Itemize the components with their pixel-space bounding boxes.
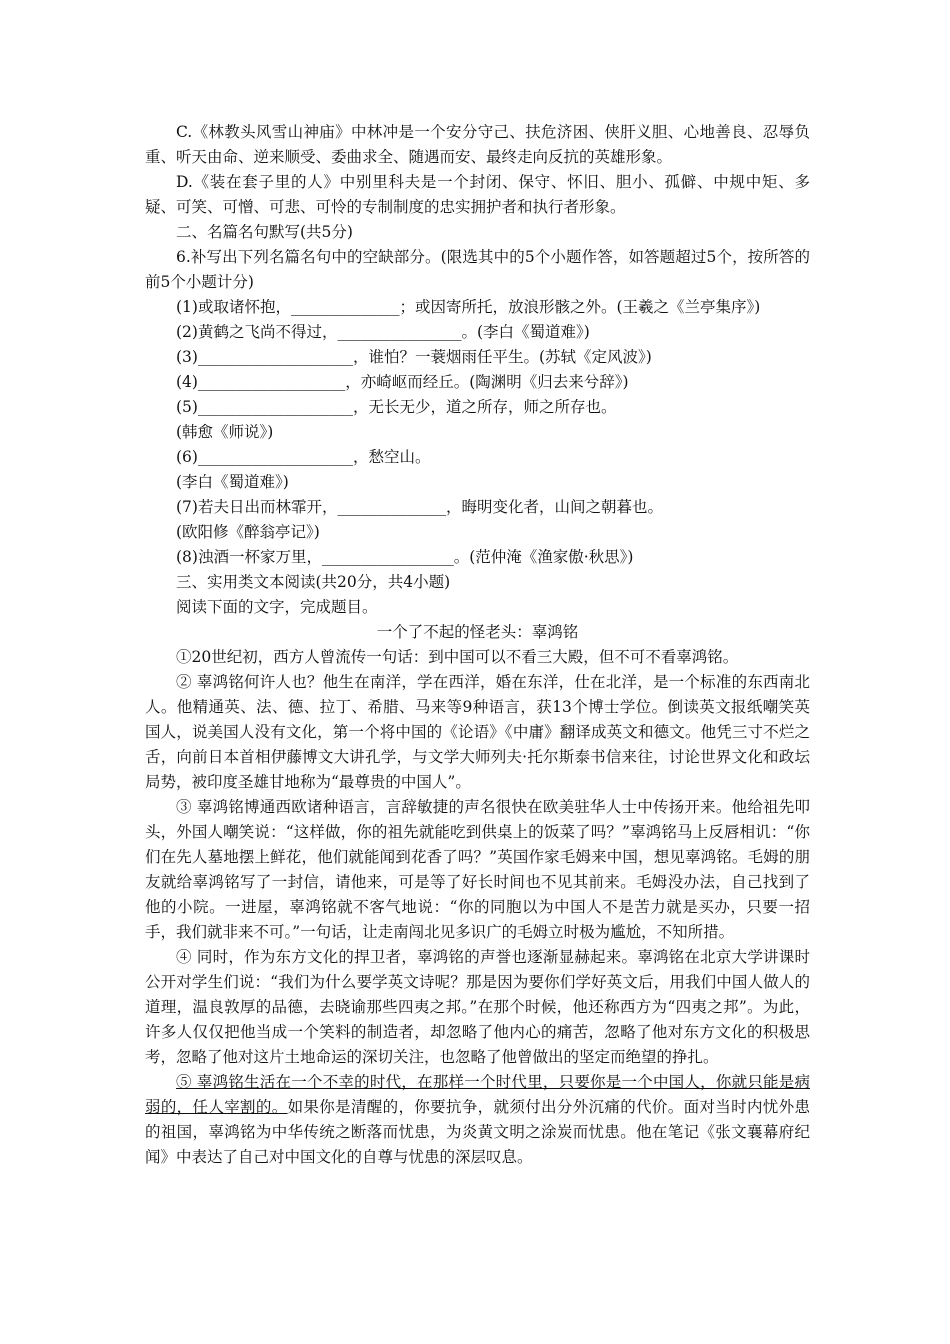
section-3-heading: 三、实用类文本阅读(共20分，共4小题) bbox=[176, 573, 451, 591]
article-paragraph-5 bbox=[145, 1070, 810, 1170]
fill-item-7: (7)若夫日出而林霏开，______________，晦明变化者，山间之朝暮也。 bbox=[176, 498, 663, 516]
paragraph-5-rest: 如果你是清醒的，你要抗争，就须付出分外沉痛的代价。面对当时内忧外患的祖国，辜鸿铭为中华传统之断落而忧患，为炎黄文明之涂炭而忧患。他在笔记《张文襄幕府纪闻》中表达了自己对中国文化的自尊与忧患的深层叹息。 bbox=[145, 1098, 810, 1166]
fill-item-5-source: (韩愈《师说》) bbox=[176, 423, 274, 441]
fill-item-5: (5)____________________，无长无少，道之所存，师之所存也。 bbox=[176, 398, 617, 416]
fill-item-6: (6)____________________，愁空山。 bbox=[176, 448, 431, 466]
fill-item-2: (2)黄鹤之飞尚不得过，________________。(李白《蜀道难》) bbox=[176, 323, 590, 341]
fill-item-8: (8)浊酒一杯家万里，_________________。(范仲淹《渔家傲·秋思》) bbox=[176, 548, 634, 566]
article-paragraph-1: ①20世纪初，西方人曾流传一句话：到中国可以不看三大殿，但不可不看辜鸿铭。 bbox=[176, 648, 739, 666]
article-paragraph-3: ③ 辜鸿铭博通西欧诸种语言，言辞敏捷的声名很快在欧美驻华人士中传扬开来。他给祖先叩头，外国人嘲笑说：“这样做，你的祖先就能吃到供桌上的饭菜了吗？”辜鸿铭马上反唇相讥：“你们在先人墓地摆上鲜花，他们就能闻到花香了吗？”英国作家毛姆来中国，想见辜鸿铭。毛姆的朋友就给辜鸿铭写了一封信，请他来，可是等了好长时间也不见其前来。毛姆没办法，自己找到了他的小院。一进屋，辜鸿铭就不客气地说：“你的同胞以为中国人不是苦力就是买办，只要一招手，我们就非来不可。”一句话，让走南闯北见多识广的毛姆立时极为尴尬，不知所措。 bbox=[145, 798, 810, 941]
fill-item-1: (1)或取诸怀抱，______________；或因寄所托，放浪形骸之外。(王羲之《兰亭集序》) bbox=[176, 298, 761, 316]
reading-instruction: 阅读下面的文字，完成题目。 bbox=[176, 598, 378, 616]
fill-item-7-source: (欧阳修《醉翁亭记》) bbox=[176, 523, 320, 541]
option-d: D.《装在套子里的人》中别里科夫是一个封闭、保守、怀旧、胆小、孤僻、中规中矩、多疑、可笑、可憎、可悲、可怜的专制制度的忠实拥护者和执行者形象。 bbox=[145, 173, 810, 216]
article-title: 一个了不起的怪老头：辜鸿铭 bbox=[376, 623, 579, 641]
fill-item-6-source: (李白《蜀道难》) bbox=[176, 473, 289, 491]
article-paragraph-2: ② 辜鸿铭何许人也？他生在南洋，学在西洋，婚在东洋，仕在北洋，是一个标准的东西南北人。他精通英、法、德、拉丁、希腊、马来等9种语言，获13个博士学位。倒读英文报纸嘲笑英国人，说美国人没有文化，第一个将中国的《论语》《中庸》翻译成英文和德文。他凭三寸不烂之舌，向前日本首相伊藤博文大讲孔学，与文学大师列夫·托尔斯泰书信来往，讨论世界文化和政坛局势，被印度圣雄甘地称为“最尊贵的中国人”。 bbox=[145, 673, 810, 791]
option-c: C.《林教头风雪山神庙》中林冲是一个安分守己、扶危济困、侠肝义胆、心地善良、忍辱负重、听天由命、逆来顺受、委曲求全、随遇而安、最终走向反抗的英雄形象。 bbox=[145, 123, 810, 166]
section-2-heading: 二、名篇名句默写(共5分) bbox=[176, 223, 353, 241]
question-6: 6.补写出下列名篇名句中的空缺部分。(限选其中的5个小题作答，如答题超过5个，按所答的前5个小题计分) bbox=[145, 248, 810, 291]
document-page bbox=[145, 120, 810, 1170]
fill-item-4: (4)___________________，亦崎岖而经丘。(陶渊明《归去来兮辞》) bbox=[176, 373, 629, 391]
underlined-sentence: ⑤ 辜鸿铭生活在一个不幸的时代，在那样一个时代里，只要你是一个中国人，你就只能是病弱的，任人宰割的。 bbox=[145, 1073, 810, 1116]
article-paragraph-4: ④ 同时，作为东方文化的捍卫者，辜鸿铭的声誉也逐渐显赫起来。辜鸿铭在北京大学讲课时公开对学生们说：“我们为什么要学英文诗呢？那是因为要你们学好英文后，用我们中国人做人的道理，温良敦厚的品德，去晓谕那些四夷之邦。”在那个时候，他还称西方为“四夷之邦”。为此，许多人仅仅把他当成一个笑料的制造者，却忽略了他内心的痛苦，忽略了他对东方文化的积极思考，忽略了他对这片土地命运的深切关注，也忽略了他曾做出的坚定而绝望的挣扎。 bbox=[145, 948, 810, 1066]
fill-item-3: (3)____________________，谁怕？一蓑烟雨任平生。(苏轼《定风波》) bbox=[176, 348, 652, 366]
